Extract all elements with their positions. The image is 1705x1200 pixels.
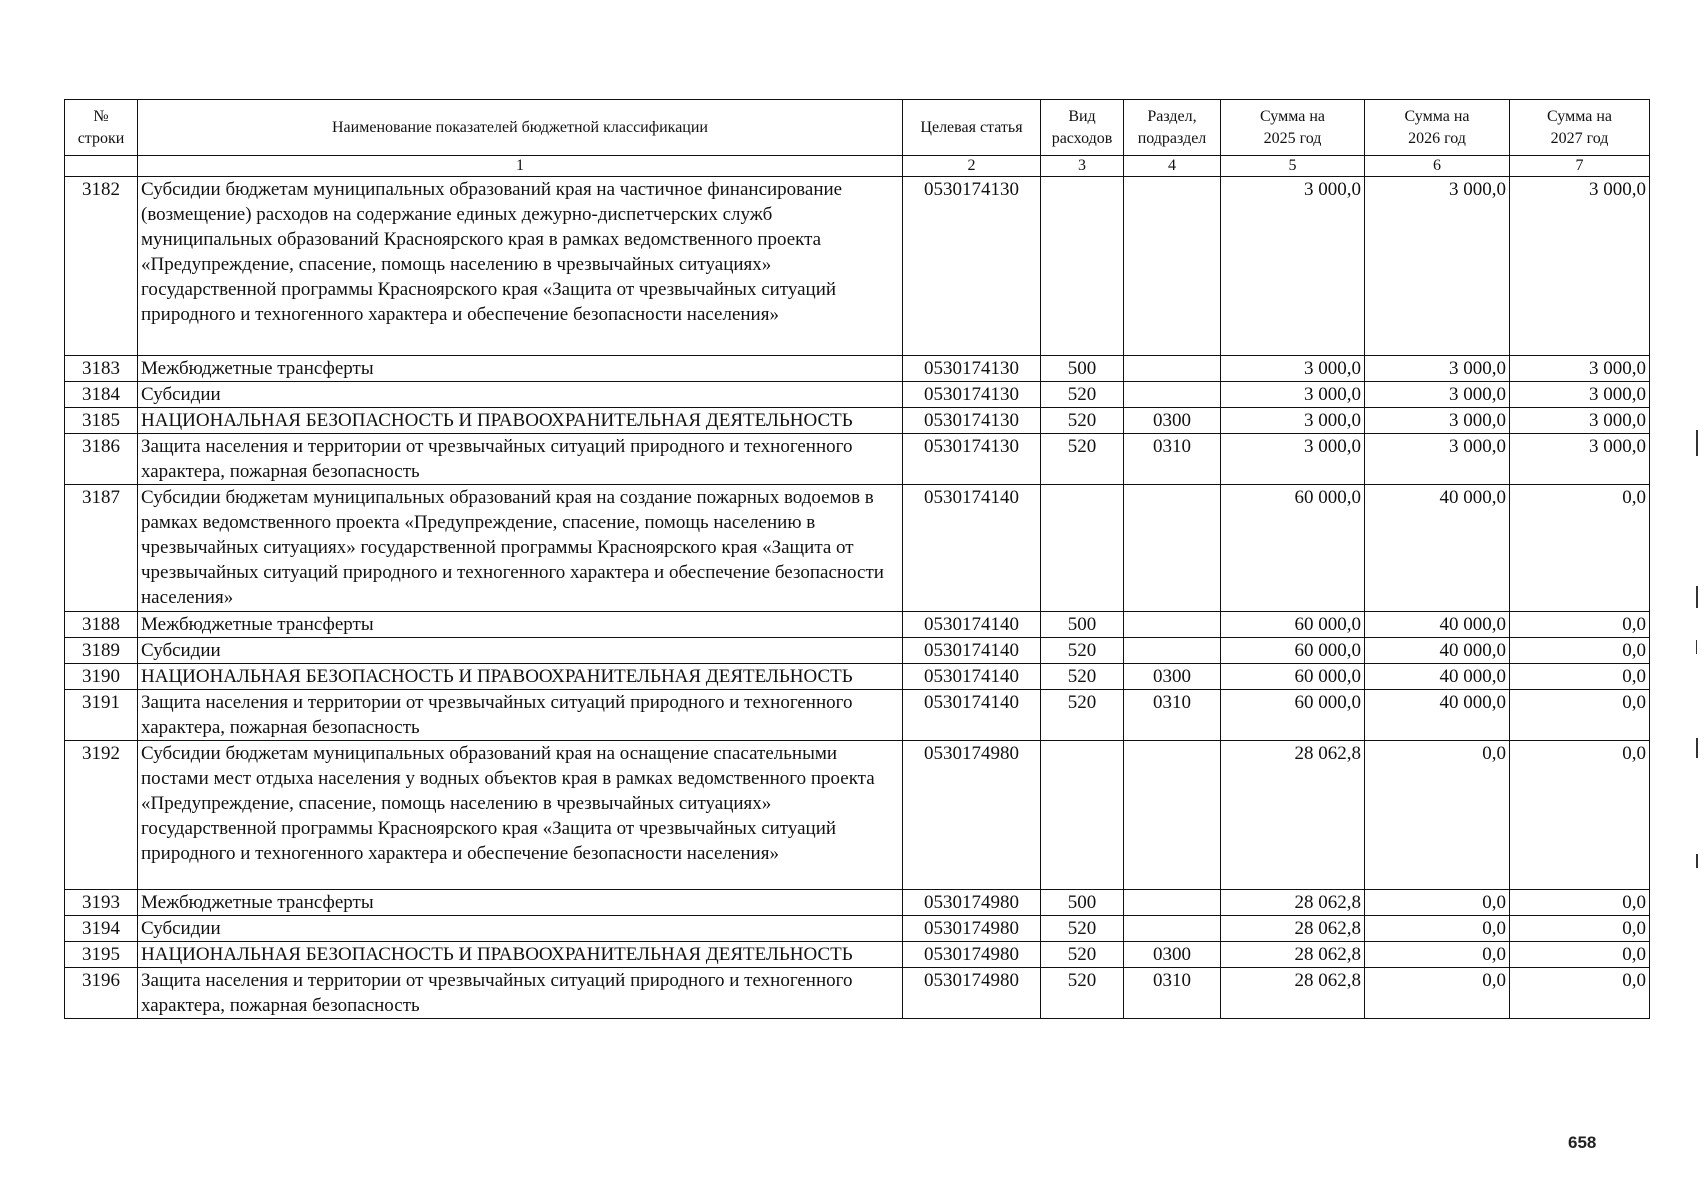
target-article: 0530174130: [903, 382, 1041, 408]
target-article: 0530174140: [903, 485, 1041, 612]
column-number: 3: [1041, 156, 1124, 177]
sum-2025: 3 000,0: [1221, 408, 1365, 434]
scan-mark: [1696, 738, 1698, 758]
sum-2027: 3 000,0: [1510, 177, 1650, 356]
section-code: [1124, 485, 1221, 612]
sum-2027: 0,0: [1510, 485, 1650, 612]
target-article: 0530174130: [903, 408, 1041, 434]
sum-2026: 0,0: [1365, 890, 1510, 916]
sum-2027: 3 000,0: [1510, 434, 1650, 485]
sum-2027: 0,0: [1510, 916, 1650, 942]
target-article: 0530174140: [903, 664, 1041, 690]
indicator-name: Субсидии: [138, 638, 903, 664]
sum-2027: 3 000,0: [1510, 356, 1650, 382]
sum-2027: 0,0: [1510, 942, 1650, 968]
section-code: 0310: [1124, 968, 1221, 1019]
column-number: 2: [903, 156, 1041, 177]
indicator-name: Защита населения и территории от чрезвычайных ситуаций природного и техногенного характера, пожарная безопасность: [138, 434, 903, 485]
sum-2026: 3 000,0: [1365, 177, 1510, 356]
sum-2026: 40 000,0: [1365, 664, 1510, 690]
header-sum-2026: Сумма на 2026 год: [1365, 100, 1510, 156]
expense-type: 500: [1041, 612, 1124, 638]
target-article: 0530174980: [903, 741, 1041, 890]
section-code: [1124, 638, 1221, 664]
table-row: [65, 177, 1650, 356]
sum-2025: 60 000,0: [1221, 612, 1365, 638]
column-number-blank: [65, 156, 138, 177]
sum-2025: 60 000,0: [1221, 638, 1365, 664]
scan-mark: [1696, 640, 1697, 654]
target-article: 0530174980: [903, 916, 1041, 942]
header-target-article: Целевая статья: [903, 100, 1041, 156]
column-number: 4: [1124, 156, 1221, 177]
expense-type: 500: [1041, 890, 1124, 916]
indicator-name: НАЦИОНАЛЬНАЯ БЕЗОПАСНОСТЬ И ПРАВООХРАНИТЕЛЬНАЯ ДЕЯТЕЛЬНОСТЬ: [138, 664, 903, 690]
table-row: [65, 485, 1650, 612]
sum-2027: 0,0: [1510, 968, 1650, 1019]
target-article: 0530174980: [903, 968, 1041, 1019]
section-code: 0300: [1124, 664, 1221, 690]
section-code: 0310: [1124, 434, 1221, 485]
sum-2025: 60 000,0: [1221, 485, 1365, 612]
sum-2027: 0,0: [1510, 638, 1650, 664]
indicator-name: Межбюджетные трансферты: [138, 356, 903, 382]
table-header-row: [65, 100, 1650, 156]
sum-2025: 60 000,0: [1221, 690, 1365, 741]
header-sum-2025: Сумма на 2025 год: [1221, 100, 1365, 156]
expense-type: 520: [1041, 434, 1124, 485]
indicator-name: Субсидии: [138, 382, 903, 408]
row-number: 3192: [65, 741, 138, 890]
sum-2026: 3 000,0: [1365, 408, 1510, 434]
row-number: 3188: [65, 612, 138, 638]
section-code: [1124, 890, 1221, 916]
expense-type: 520: [1041, 916, 1124, 942]
expense-type: 500: [1041, 356, 1124, 382]
sum-2026: 3 000,0: [1365, 356, 1510, 382]
sum-2027: 3 000,0: [1510, 382, 1650, 408]
sum-2025: 3 000,0: [1221, 356, 1365, 382]
expense-type: [1041, 741, 1124, 890]
row-number: 3194: [65, 916, 138, 942]
sum-2026: 0,0: [1365, 916, 1510, 942]
table-row: [65, 408, 1650, 434]
indicator-name: Межбюджетные трансферты: [138, 890, 903, 916]
target-article: 0530174130: [903, 177, 1041, 356]
table-row: [65, 968, 1650, 1019]
expense-type: 520: [1041, 664, 1124, 690]
sum-2027: 0,0: [1510, 690, 1650, 741]
row-number: 3187: [65, 485, 138, 612]
page-number: 658: [1568, 1133, 1597, 1152]
section-code: [1124, 356, 1221, 382]
table-row: [65, 690, 1650, 741]
sum-2025: 28 062,8: [1221, 916, 1365, 942]
scan-mark: [1696, 854, 1698, 868]
sum-2026: 3 000,0: [1365, 434, 1510, 485]
indicator-name: Защита населения и территории от чрезвычайных ситуаций природного и техногенного характера, пожарная безопасность: [138, 968, 903, 1019]
table-row: [65, 916, 1650, 942]
target-article: 0530174980: [903, 942, 1041, 968]
indicator-name: Субсидии бюджетам муниципальных образований края на частичное финансирование (возмещение) расходов на содержание единых дежурно-диспетчерских служб муниципальных образований Красноярского края в рамках ведомственного проекта «Предупреждение, спасение, помощь населению в чрезвычайных ситуациях» государственной программы Красноярского края «Защита от чрезвычайных ситуаций природного и техногенного характера и обеспечение безопасности населения»: [138, 177, 903, 356]
sum-2027: 3 000,0: [1510, 408, 1650, 434]
sum-2026: 0,0: [1365, 741, 1510, 890]
header-expense-type: Вид расходов: [1041, 100, 1124, 156]
row-number: 3189: [65, 638, 138, 664]
expense-type: [1041, 485, 1124, 612]
expense-type: 520: [1041, 942, 1124, 968]
sum-2025: 3 000,0: [1221, 382, 1365, 408]
target-article: 0530174140: [903, 612, 1041, 638]
indicator-name: Защита населения и территории от чрезвычайных ситуаций природного и техногенного характера, пожарная безопасность: [138, 690, 903, 741]
table-row: [65, 356, 1650, 382]
row-number: 3186: [65, 434, 138, 485]
sum-2026: 0,0: [1365, 968, 1510, 1019]
expense-type: 520: [1041, 968, 1124, 1019]
expense-type: 520: [1041, 690, 1124, 741]
table-row: [65, 434, 1650, 485]
sum-2025: 3 000,0: [1221, 177, 1365, 356]
sum-2027: 0,0: [1510, 612, 1650, 638]
expense-type: 520: [1041, 382, 1124, 408]
row-number: 3195: [65, 942, 138, 968]
target-article: 0530174140: [903, 690, 1041, 741]
row-number: 3190: [65, 664, 138, 690]
indicator-name: Межбюджетные трансферты: [138, 612, 903, 638]
header-sum-2027: Сумма на 2027 год: [1510, 100, 1650, 156]
column-numbers-row: [65, 156, 1650, 177]
column-number: 7: [1510, 156, 1650, 177]
expense-type: 520: [1041, 638, 1124, 664]
table-row: [65, 382, 1650, 408]
header-row-number: № строки: [65, 100, 138, 156]
sum-2025: 28 062,8: [1221, 890, 1365, 916]
section-code: 0310: [1124, 690, 1221, 741]
sum-2026: 0,0: [1365, 942, 1510, 968]
column-number: 1: [138, 156, 903, 177]
sum-2027: 0,0: [1510, 664, 1650, 690]
sum-2027: 0,0: [1510, 890, 1650, 916]
sum-2025: 28 062,8: [1221, 968, 1365, 1019]
expense-type: [1041, 177, 1124, 356]
header-indicator-name: Наименование показателей бюджетной классификации: [138, 100, 903, 156]
budget-table: [64, 99, 1650, 1019]
section-code: 0300: [1124, 408, 1221, 434]
sum-2026: 40 000,0: [1365, 612, 1510, 638]
sum-2026: 40 000,0: [1365, 638, 1510, 664]
row-number: 3191: [65, 690, 138, 741]
row-number: 3185: [65, 408, 138, 434]
sum-2025: 28 062,8: [1221, 942, 1365, 968]
sum-2026: 40 000,0: [1365, 690, 1510, 741]
table-row: [65, 664, 1650, 690]
target-article: 0530174130: [903, 356, 1041, 382]
sum-2025: 60 000,0: [1221, 664, 1365, 690]
table-row: [65, 942, 1650, 968]
target-article: 0530174140: [903, 638, 1041, 664]
section-code: [1124, 612, 1221, 638]
header-section: Раздел, подраздел: [1124, 100, 1221, 156]
expense-type: 520: [1041, 408, 1124, 434]
section-code: 0300: [1124, 942, 1221, 968]
row-number: 3196: [65, 968, 138, 1019]
section-code: [1124, 741, 1221, 890]
section-code: [1124, 177, 1221, 356]
scan-mark: [1696, 586, 1698, 608]
table-body: [65, 177, 1650, 1019]
sum-2027: 0,0: [1510, 741, 1650, 890]
table-row: [65, 612, 1650, 638]
row-number: 3183: [65, 356, 138, 382]
indicator-name: Субсидии бюджетам муниципальных образований края на создание пожарных водоемов в рамках ведомственного проекта «Предупреждение, спасение, помощь населению в чрезвычайных ситуациях» государственной программы Красноярского края «Защита от чрезвычайных ситуаций природного и техногенного характера и обеспечение безопасности населения»: [138, 485, 903, 612]
indicator-name: Субсидии бюджетам муниципальных образований края на оснащение спасательными постами мест отдыха населения у водных объектов края в рамках ведомственного проекта «Предупреждение, спасение, помощь населению в чрезвычайных ситуациях» государственной программы Красноярского края «Защита от чрезвычайных ситуаций природного и техногенного характера и обеспечение безопасности населения»: [138, 741, 903, 890]
section-code: [1124, 916, 1221, 942]
column-number: 5: [1221, 156, 1365, 177]
section-code: [1124, 382, 1221, 408]
target-article: 0530174130: [903, 434, 1041, 485]
indicator-name: НАЦИОНАЛЬНАЯ БЕЗОПАСНОСТЬ И ПРАВООХРАНИТЕЛЬНАЯ ДЕЯТЕЛЬНОСТЬ: [138, 942, 903, 968]
row-number: 3193: [65, 890, 138, 916]
indicator-name: НАЦИОНАЛЬНАЯ БЕЗОПАСНОСТЬ И ПРАВООХРАНИТЕЛЬНАЯ ДЕЯТЕЛЬНОСТЬ: [138, 408, 903, 434]
scan-mark: [1696, 430, 1698, 456]
column-number: 6: [1365, 156, 1510, 177]
sum-2026: 3 000,0: [1365, 382, 1510, 408]
target-article: 0530174980: [903, 890, 1041, 916]
table-row: [65, 741, 1650, 890]
row-number: 3182: [65, 177, 138, 356]
sum-2025: 28 062,8: [1221, 741, 1365, 890]
sum-2025: 3 000,0: [1221, 434, 1365, 485]
table-row: [65, 638, 1650, 664]
sum-2026: 40 000,0: [1365, 485, 1510, 612]
row-number: 3184: [65, 382, 138, 408]
table-row: [65, 890, 1650, 916]
indicator-name: Субсидии: [138, 916, 903, 942]
